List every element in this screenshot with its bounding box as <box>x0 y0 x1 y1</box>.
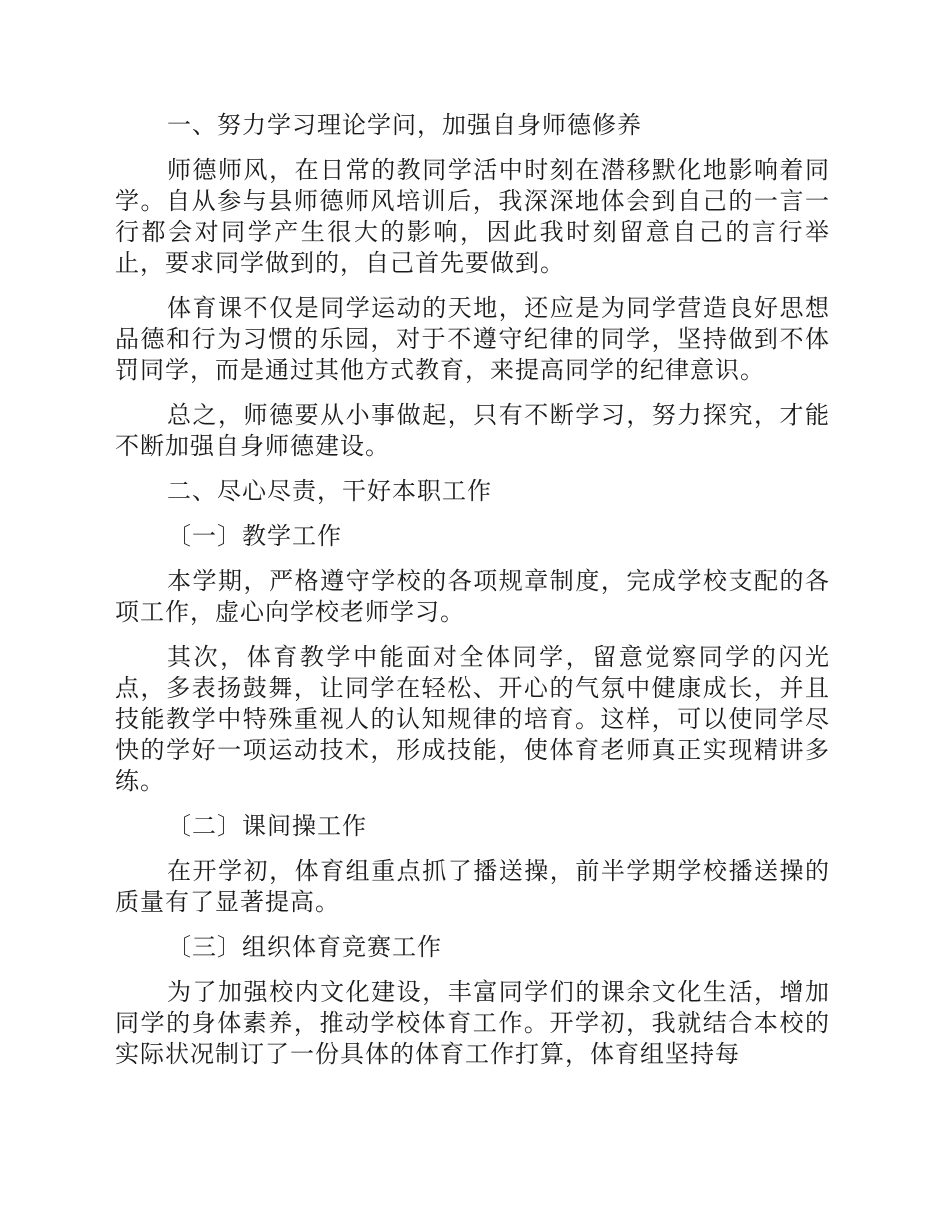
paragraph-teacher-ethics: 师德师风，在日常的教同学活中时刻在潜移默化地影响着同学。自从参与县师德师风培训后，我深深地体会到自己的一言一行都会对同学产生很大的影响，因此我时刻留意自己的言行举止，要求同学做到的，自己首先要做到。 <box>115 156 830 277</box>
paragraph-broadcast-exercise: 在开学初，体育组重点抓了播送操，前半学期学校播送操的质量有了显著提高。 <box>115 857 830 916</box>
subsection-heading-exercise: 〔二〕课间操工作 <box>167 812 367 840</box>
subsection-heading-competition: 〔三〕组织体育竞赛工作 <box>167 933 442 961</box>
paragraph-summary: 总之，师德要从小事做起，只有不断学习，努力探究，才能不断加强自身师德建设。 <box>115 401 830 460</box>
subsection-heading-teaching: 〔一〕教学工作 <box>167 522 342 550</box>
paragraph-pe-class: 体育课不仅是同学运动的天地，还应是为同学营造良好思想品德和行为习惯的乐园，对于不遵守纪律的同学，坚持做到不体罚同学，而是通过其他方式教育，来提高同学的纪律意识。 <box>115 294 830 384</box>
paragraph-campus-culture: 为了加强校内文化建设，丰富同学们的课余文化生活，增加同学的身体素养，推动学校体育工作。开学初，我就结合本校的实际状况制订了一份具体的体育工作打算，体育组坚持每 <box>115 978 830 1068</box>
paragraph-semester: 本学期，严格遵守学校的各项规章制度，完成学校支配的各项工作，虚心向学校老师学习。 <box>115 567 830 626</box>
section-heading-2: 二、尽心尽责，干好本职工作 <box>167 477 492 505</box>
document-body <box>115 110 830 1084</box>
section-heading-1: 一、努力学习理论学问，加强自身师德修养 <box>167 111 642 139</box>
paragraph-teaching-method: 其次，体育教学中能面对全体同学，留意觉察同学的闪光点，多表扬鼓舞，让同学在轻松、开心的气氛中健康成长，并且技能教学中特殊重视人的认知规律的培育。这样，可以使同学尽快的学好一项运动技术，形成技能，使体育老师真正实现精讲多练。 <box>115 643 830 795</box>
